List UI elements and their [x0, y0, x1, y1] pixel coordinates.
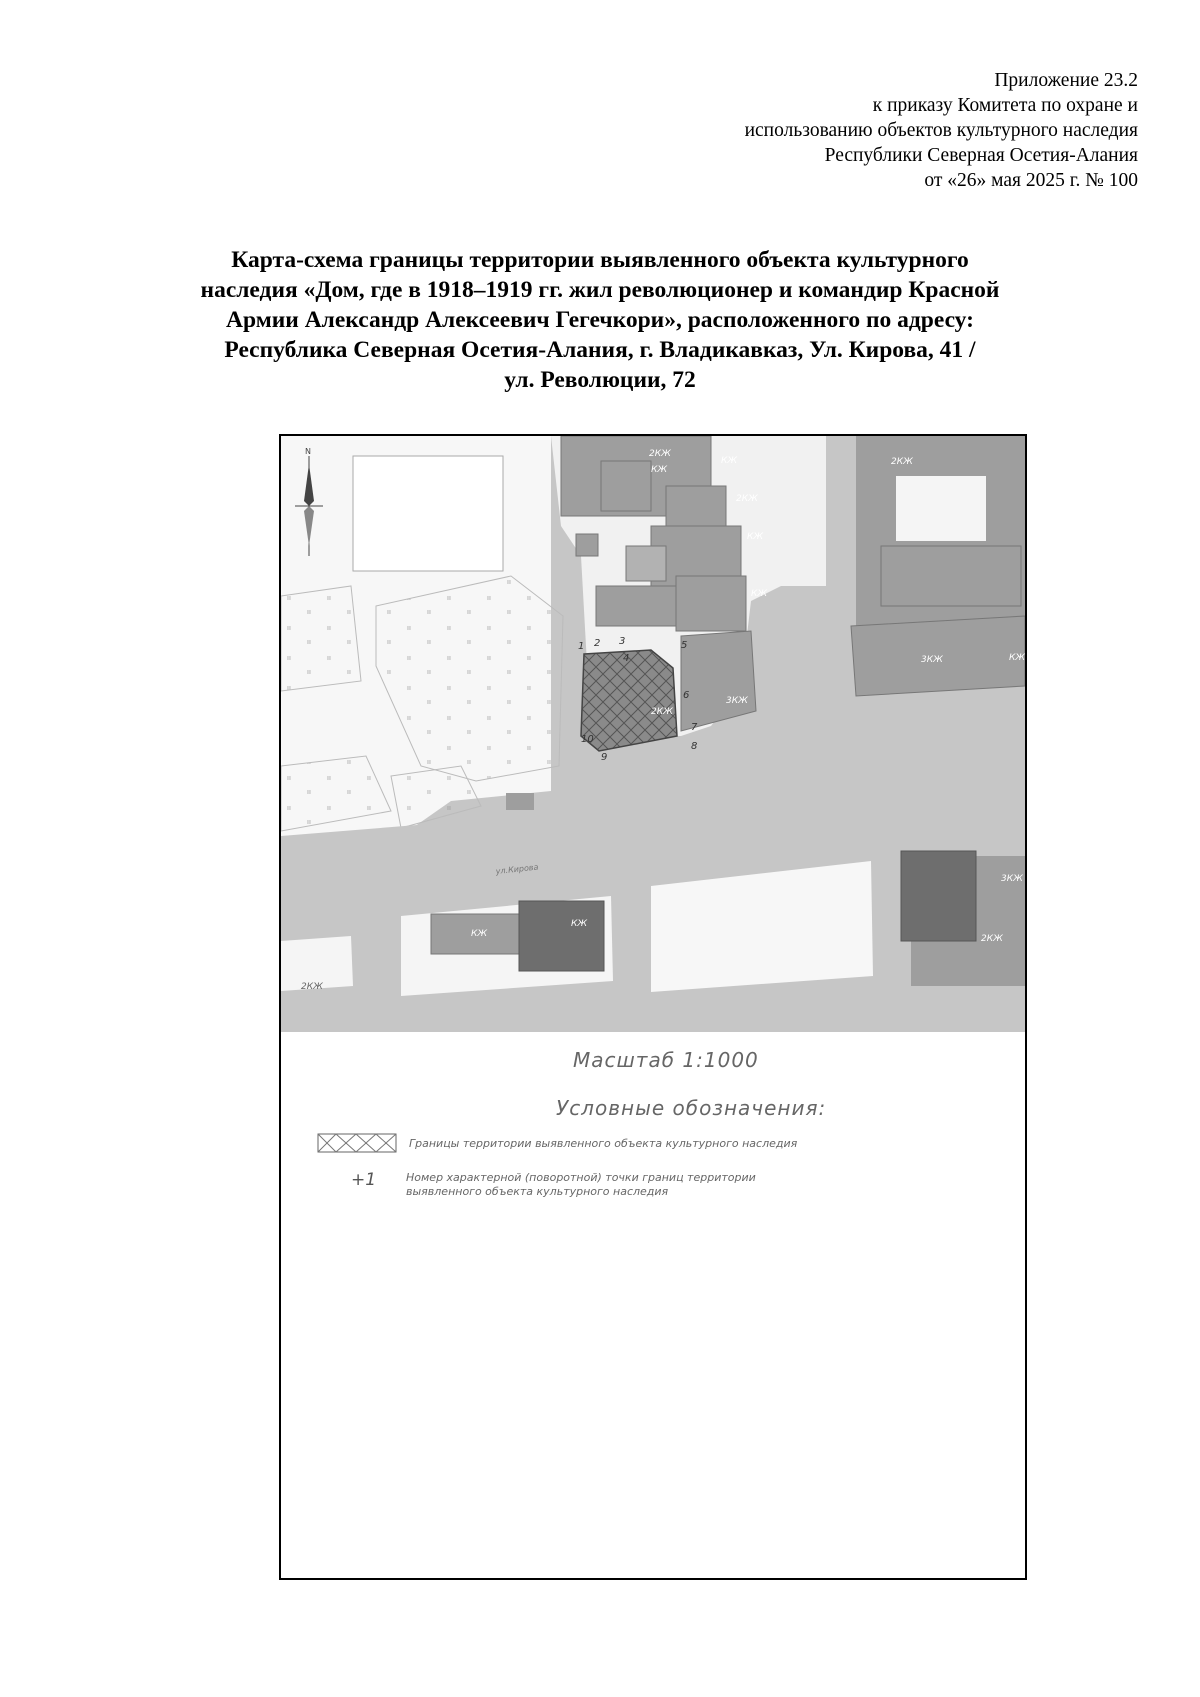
- building-label: КЖ: [651, 465, 668, 475]
- legend-point-line: выявленного объекта культурного наследия: [406, 1185, 669, 1198]
- building-label: КЖ: [571, 919, 588, 929]
- boundary-point-label: 3: [619, 636, 626, 647]
- appendix-line: Приложение 23.2: [994, 70, 1138, 91]
- point-legend-symbol: +1: [351, 1170, 377, 1190]
- building: [576, 534, 598, 556]
- building: [596, 586, 676, 626]
- boundary-point-label: 6: [683, 690, 690, 701]
- legend-point-line: Номер характерной (поворотной) точки границ территории: [406, 1171, 756, 1184]
- building-label: КЖ: [751, 589, 768, 599]
- building-label: 2КЖ: [649, 449, 671, 459]
- appendix-line: от «26» мая 2025 г. № 100: [924, 170, 1138, 191]
- document-title: [100, 245, 1100, 395]
- map-scale: Масштаб 1:1000: [573, 1048, 759, 1072]
- building-label: 2КЖ: [891, 457, 913, 467]
- boundary-point-label: 7: [691, 722, 698, 733]
- appendix-header: [745, 68, 1138, 193]
- building-label: КЖ: [471, 929, 488, 939]
- boundary-point-label: 8: [691, 741, 698, 752]
- north-label: N: [305, 447, 311, 456]
- building-label: КЖ: [747, 532, 764, 542]
- map-frame: [279, 434, 1027, 1580]
- city-block: [353, 456, 503, 571]
- boundary-point-label: 2: [594, 638, 601, 649]
- legend-territory-text: Границы территории выявленного объекта культурного наследия: [409, 1137, 798, 1150]
- appendix-line: Республики Северная Осетия-Алания: [824, 145, 1138, 166]
- building: [601, 461, 651, 511]
- boundary-point-label: 1: [578, 641, 585, 652]
- building: [506, 793, 534, 810]
- building-label: 2КЖ: [651, 707, 673, 717]
- building: [901, 851, 976, 941]
- title-line: ул. Революции, 72: [504, 367, 696, 393]
- boundary-point-label: 5: [681, 640, 688, 651]
- boundary-point-label: 4: [623, 653, 630, 664]
- building-label: 3КЖ: [921, 655, 943, 665]
- building: [881, 546, 1021, 606]
- street-label: ул.Кирова: [495, 862, 539, 876]
- title-line: Республика Северная Осетия-Алания, г. Владикавказ, Ул. Кирова, 41 /: [224, 337, 976, 363]
- building-label: 2КЖ: [981, 934, 1003, 944]
- boundary-point-label: 10: [581, 734, 594, 745]
- building: [626, 546, 666, 581]
- building: [519, 901, 604, 971]
- title-line: Карта-схема границы территории выявленного объекта культурного: [231, 247, 969, 273]
- title-line: Армии Александр Алексеевич Гегечкори», расположенного по адресу:: [226, 307, 974, 333]
- heritage-territory-hatch: [581, 650, 677, 751]
- city-block: [896, 476, 986, 541]
- title-line: наследия «Дом, где в 1918–1919 гг. жил революционер и командир Красной: [200, 277, 1000, 303]
- building: [676, 576, 746, 631]
- appendix-line: к приказу Комитета по охране и: [872, 95, 1138, 116]
- building-label: 2КЖ: [736, 494, 758, 504]
- legend-point-text: [406, 1171, 756, 1199]
- legend-heading: Условные обозначения:: [556, 1096, 827, 1120]
- building-label: 3КЖ: [726, 696, 748, 706]
- building-label: 3КЖ: [1001, 874, 1023, 884]
- hatch-legend-icon: [317, 1133, 397, 1153]
- building-label: КЖ: [721, 456, 738, 466]
- boundary-point-label: 9: [601, 752, 608, 763]
- site-map: [281, 436, 1025, 1032]
- city-block: [281, 586, 361, 691]
- building-label: КЖ: [1009, 653, 1025, 663]
- appendix-line: использованию объектов культурного наследия: [744, 120, 1138, 141]
- building-label: 2КЖ: [301, 982, 323, 992]
- building: [666, 486, 726, 526]
